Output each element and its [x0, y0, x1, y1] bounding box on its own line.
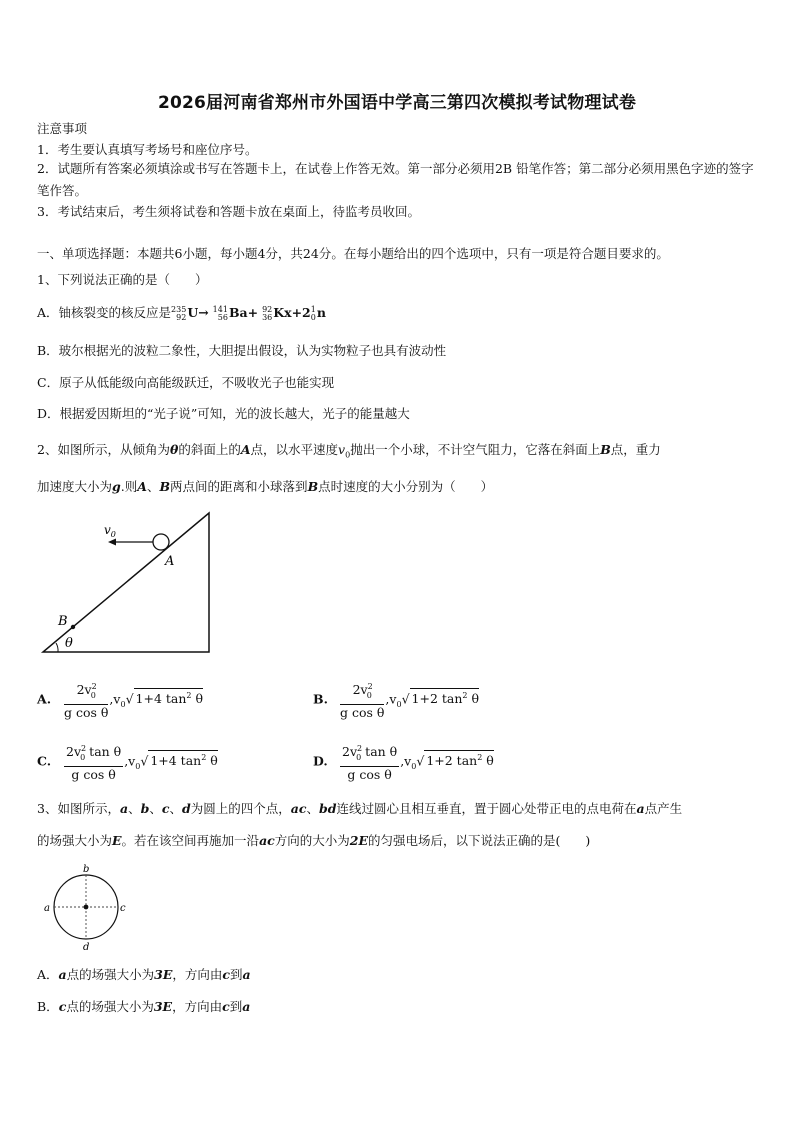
point-a-label: A: [165, 554, 175, 569]
section-heading: 一、单项选择题：本题共6小题，每小题4分，共24分。在每小题给出的四个选项中，只有一项是符合题目要求的。: [37, 246, 669, 261]
point-b-label: B: [58, 614, 68, 629]
label-b: b: [83, 864, 90, 875]
question-2-line-1: 2、如图所示，从倾角为θ的斜面上的A点，以水平速度$v_0$抛出一个小球，不计空气阻力，它落在斜面上B点，重力: [37, 442, 661, 460]
label-c: c: [120, 903, 126, 914]
angle-arc: [56, 643, 58, 652]
nuclide-u: 235 92: [171, 304, 187, 322]
question-2-option-b: B. $\frac{2v^2_0}{\text{g cos θ}}$ $,v_0√$ 1+2 $\tan^2 \theta$: [313, 679, 573, 719]
nuclide-ba: 141 56: [212, 304, 228, 322]
circle-figure: [40, 862, 134, 952]
velocity-arrowhead: [108, 539, 116, 546]
notice-item-2: 2．试题所有答案必须填涂或书写在答题卡上，在试卷上作答无效。第一部分必须用2B 铅笔作答；第二部分必须用黑色字迹的签字笔作答。: [37, 161, 754, 198]
nuclide-n: 1 0: [310, 304, 316, 322]
question-1-option-d: D．根据爱因斯坦的“光子说”可知，光的波长越大，光子的能量越大: [37, 406, 410, 421]
question-3-line-1: 3、如图所示，a、b、c、d为圆上的四个点，ac、bd连线过圆心且相互垂直，置于圆心处带正电的点电荷在a点产生: [37, 801, 683, 816]
notice-item-1: 1．考生要认真填写考场号和座位序号。: [37, 142, 258, 157]
center-charge: [84, 905, 89, 910]
page-title: 2026届河南省郑州市外国语中学高三第四次模拟考试物理试卷: [157, 93, 637, 113]
nuclide-kr: 92 36: [262, 304, 273, 322]
point-b: [71, 625, 75, 629]
question-2-option-a: A. $\frac{2v^2_0}{\text{g cos θ}}$ $,v_0√$ 1+4 $\tan^2 \theta$: [37, 679, 297, 719]
incline-triangle: [43, 513, 209, 652]
question-1-option-a: A．铀核裂变的核反应是 235 92 U→ 141 56 Ba+ 92 36 Kx+2 1 0 n: [37, 304, 326, 322]
velocity-label: $v_0$: [104, 523, 116, 539]
angle-label: θ: [65, 636, 73, 651]
question-1-option-b: B．玻尔根据光的波粒二象性，大胆提出假设，认为实物粒子也具有波动性: [37, 343, 447, 358]
notice-item-3: 3．考试结束后，考生须将试卷和答题卡放在桌面上，待监考员收回。: [37, 204, 420, 219]
question-3-option-b: B．c点的场强大小为3E，方向由c到a: [37, 999, 251, 1014]
question-3-option-a: A．a点的场强大小为3E，方向由c到a: [37, 967, 251, 982]
question-1-stem: 1、下列说法正确的是（ ）: [37, 272, 208, 287]
incline-figure: [36, 508, 218, 658]
ball: [153, 534, 169, 550]
question-1-option-c: C．原子从低能级向高能级跃迁，不吸收光子也能实现: [37, 375, 335, 390]
label-d: d: [83, 942, 90, 952]
question-2-option-d: D. $\frac{2v^2_0 \tan \theta}{\text{g cos θ}}$ $,v_0√$ 1+2 $\tan^2 \theta$: [313, 741, 583, 781]
option-a-prefix: A．铀核裂变的核反应是: [37, 305, 172, 320]
question-2-line-2: 加速度大小为g.则A、B两点间的距离和小球落到B点时速度的大小分别为（ ）: [37, 479, 494, 494]
question-2-option-c: C. $\frac{2v^2_0 \tan \theta}{\text{g cos θ}}$ $,v_0√$ 1+4 $\tan^2 \theta$: [37, 741, 307, 781]
notice-heading: 注意事项: [37, 121, 88, 136]
question-3-line-2: 的场强大小为E。若在该空间再施加一沿ac方向的大小为2E的匀强电场后，以下说法正确的是( ): [37, 833, 591, 848]
label-a: a: [44, 903, 50, 914]
